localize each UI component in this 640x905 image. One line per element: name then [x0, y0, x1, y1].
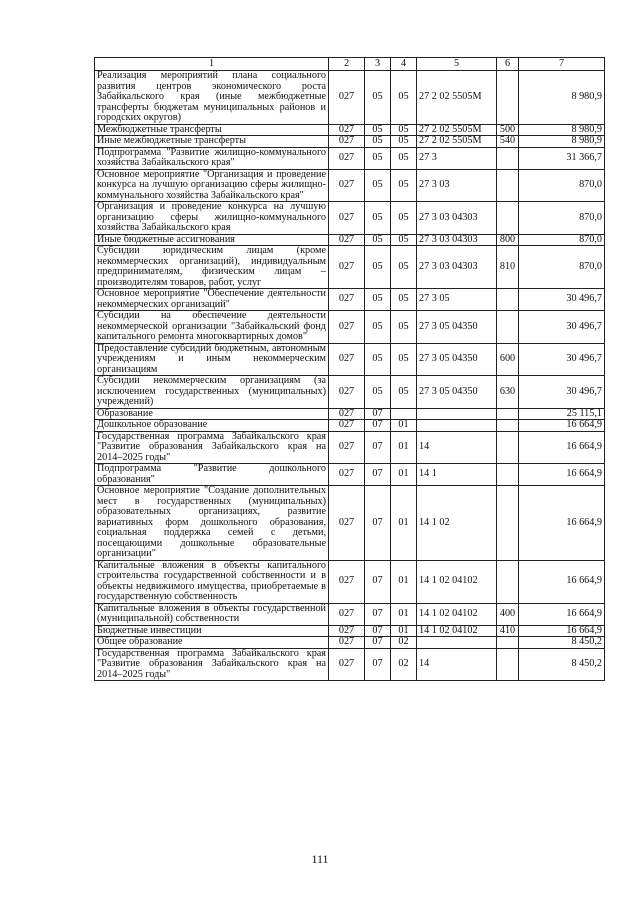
row-name: Дошкольное образование [95, 420, 329, 432]
row-name: Субсидии некоммерческим организациям (за исключением государственных (муниципальных) учреждений) [95, 376, 329, 409]
row-name: Основное мероприятие "Создание дополнительных мест в государственных (муниципальных) образовательных организациях, развитие вариативных форм дошкольного образования, социальная поддержка семей с детьми, посещающими дошкольные образовательные организации" [95, 486, 329, 561]
row-expense-type [497, 147, 519, 169]
row-name: Организация и проведение конкурса на лучшую организацию сферы жилищно-коммунального хозяйства Забайкальского края [95, 202, 329, 235]
row-subsection: 01 [391, 420, 417, 432]
row-subsection: 05 [391, 311, 417, 344]
row-section: 07 [365, 431, 391, 464]
row-section: 05 [365, 234, 391, 246]
row-name: Межбюджетные трансферты [95, 124, 329, 136]
row-section: 07 [365, 625, 391, 637]
row-section: 07 [365, 464, 391, 486]
row-ministry-code: 027 [329, 464, 365, 486]
row-target-article: 27 3 [417, 147, 497, 169]
row-amount: 8 980,9 [519, 136, 605, 148]
table-row [95, 486, 605, 561]
row-expense-type: 630 [497, 376, 519, 409]
row-subsection: 01 [391, 625, 417, 637]
row-name: Общее образование [95, 637, 329, 649]
table-row [95, 637, 605, 649]
row-amount: 25 115,1 [519, 408, 605, 420]
row-amount: 8 980,9 [519, 124, 605, 136]
row-amount: 16 664,9 [519, 603, 605, 625]
row-target-article: 27 3 03 04303 [417, 234, 497, 246]
row-name: Образование [95, 408, 329, 420]
row-ministry-code: 027 [329, 289, 365, 311]
table-row [95, 71, 605, 125]
table-row [95, 376, 605, 409]
row-section: 05 [365, 289, 391, 311]
table-row [95, 408, 605, 420]
row-expense-type: 540 [497, 136, 519, 148]
row-name: Подпрограмма "Развитие жилищно-коммунального хозяйства Забайкальского края" [95, 147, 329, 169]
row-amount: 8 980,9 [519, 71, 605, 125]
row-target-article: 14 [417, 431, 497, 464]
row-name: Государственная программа Забайкальского края "Развитие образования Забайкальского края на 2014–2025 годы" [95, 431, 329, 464]
row-target-article: 27 2 02 5505M [417, 71, 497, 125]
table-row [95, 420, 605, 432]
row-expense-type [497, 202, 519, 235]
budget-table [94, 57, 605, 681]
row-expense-type: 600 [497, 343, 519, 376]
header-cell: 6 [497, 58, 519, 71]
row-amount: 31 366,7 [519, 147, 605, 169]
row-section: 07 [365, 560, 391, 603]
row-subsection: 01 [391, 486, 417, 561]
header-cell: 5 [417, 58, 497, 71]
row-amount: 8 450,2 [519, 637, 605, 649]
row-ministry-code: 027 [329, 311, 365, 344]
row-target-article: 14 1 02 [417, 486, 497, 561]
header-cell: 3 [365, 58, 391, 71]
header-row [95, 58, 605, 71]
row-ministry-code: 027 [329, 420, 365, 432]
row-amount: 870,0 [519, 169, 605, 202]
row-target-article: 14 1 02 04102 [417, 560, 497, 603]
row-expense-type: 400 [497, 603, 519, 625]
table-row [95, 311, 605, 344]
row-amount: 8 450,2 [519, 648, 605, 681]
row-subsection [391, 408, 417, 420]
row-section: 07 [365, 408, 391, 420]
row-ministry-code: 027 [329, 376, 365, 409]
row-section: 07 [365, 603, 391, 625]
row-amount: 16 664,9 [519, 625, 605, 637]
row-subsection: 01 [391, 603, 417, 625]
row-amount: 30 496,7 [519, 311, 605, 344]
row-section: 05 [365, 343, 391, 376]
row-section: 05 [365, 71, 391, 125]
row-target-article: 14 [417, 648, 497, 681]
row-target-article: 27 3 03 [417, 169, 497, 202]
table-row [95, 246, 605, 289]
row-amount: 16 664,9 [519, 464, 605, 486]
row-ministry-code: 027 [329, 431, 365, 464]
row-expense-type [497, 420, 519, 432]
row-target-article: 14 1 02 04102 [417, 625, 497, 637]
row-name: Капитальные вложения в объекты капитального строительства государственной собственности и в объекты недвижимого имущества, приобретаемые в государственную собственность [95, 560, 329, 603]
row-expense-type [497, 71, 519, 125]
row-subsection: 01 [391, 560, 417, 603]
row-ministry-code: 027 [329, 625, 365, 637]
table-row [95, 625, 605, 637]
row-ministry-code: 027 [329, 637, 365, 649]
row-amount: 870,0 [519, 234, 605, 246]
row-expense-type: 500 [497, 124, 519, 136]
row-section: 07 [365, 486, 391, 561]
row-expense-type: 810 [497, 246, 519, 289]
table-row [95, 147, 605, 169]
row-ministry-code: 027 [329, 71, 365, 125]
row-ministry-code: 027 [329, 234, 365, 246]
table-row [95, 289, 605, 311]
row-ministry-code: 027 [329, 246, 365, 289]
row-amount: 870,0 [519, 202, 605, 235]
row-subsection: 05 [391, 246, 417, 289]
table-row [95, 234, 605, 246]
row-amount: 16 664,9 [519, 486, 605, 561]
header-cell: 2 [329, 58, 365, 71]
row-subsection: 05 [391, 147, 417, 169]
row-ministry-code: 027 [329, 648, 365, 681]
row-expense-type [497, 311, 519, 344]
row-expense-type [497, 637, 519, 649]
row-target-article [417, 420, 497, 432]
row-amount: 16 664,9 [519, 431, 605, 464]
table-row [95, 124, 605, 136]
row-name: Бюджетные инвестиции [95, 625, 329, 637]
row-section: 07 [365, 648, 391, 681]
row-subsection: 05 [391, 343, 417, 376]
row-target-article: 27 3 05 04350 [417, 376, 497, 409]
row-name: Подпрограмма "Развитие дошкольного образования" [95, 464, 329, 486]
table-row [95, 464, 605, 486]
row-amount: 30 496,7 [519, 376, 605, 409]
row-ministry-code: 027 [329, 147, 365, 169]
row-subsection: 05 [391, 289, 417, 311]
row-name: Иные бюджетные ассигнования [95, 234, 329, 246]
row-subsection: 05 [391, 376, 417, 409]
row-section: 05 [365, 169, 391, 202]
row-subsection: 01 [391, 464, 417, 486]
header-cell: 1 [95, 58, 329, 71]
table-row [95, 603, 605, 625]
row-target-article [417, 637, 497, 649]
row-expense-type: 410 [497, 625, 519, 637]
row-subsection: 05 [391, 169, 417, 202]
row-name: Капитальные вложения в объекты государственной (муниципальной) собственности [95, 603, 329, 625]
row-target-article: 27 3 05 04350 [417, 343, 497, 376]
row-ministry-code: 027 [329, 124, 365, 136]
row-name: Предоставление субсидий бюджетным, автономным учреждениям и иным некоммерческим организациям [95, 343, 329, 376]
table-row [95, 202, 605, 235]
row-target-article: 14 1 [417, 464, 497, 486]
row-ministry-code: 027 [329, 343, 365, 376]
row-subsection: 05 [391, 202, 417, 235]
row-subsection: 05 [391, 136, 417, 148]
row-ministry-code: 027 [329, 408, 365, 420]
row-subsection: 02 [391, 648, 417, 681]
row-expense-type [497, 486, 519, 561]
row-target-article: 14 1 02 04102 [417, 603, 497, 625]
row-amount: 16 664,9 [519, 420, 605, 432]
row-name: Реализация мероприятий плана социального развития центров экономического роста Забайкальского края (иные межбюджетные трансферты бюджетам муниципальных районов и городских округов) [95, 71, 329, 125]
row-section: 05 [365, 311, 391, 344]
row-amount: 30 496,7 [519, 289, 605, 311]
table-row [95, 431, 605, 464]
table-row [95, 136, 605, 148]
row-target-article: 27 3 03 04303 [417, 246, 497, 289]
row-expense-type [497, 408, 519, 420]
table-body [95, 71, 605, 681]
row-target-article: 27 2 02 5505M [417, 136, 497, 148]
row-ministry-code: 027 [329, 136, 365, 148]
row-target-article [417, 408, 497, 420]
row-ministry-code: 027 [329, 486, 365, 561]
row-section: 07 [365, 637, 391, 649]
row-name: Государственная программа Забайкальского края "Развитие образования Забайкальского края на 2014–2025 годы" [95, 648, 329, 681]
page-number: 111 [311, 852, 329, 866]
row-section: 07 [365, 420, 391, 432]
row-expense-type [497, 464, 519, 486]
row-expense-type [497, 289, 519, 311]
row-ministry-code: 027 [329, 603, 365, 625]
row-name: Основное мероприятие "Организация и проведение конкурса на лучшую организацию сферы жилищно-коммунального хозяйства Забайкальского края" [95, 169, 329, 202]
header-cell: 4 [391, 58, 417, 71]
row-expense-type [497, 648, 519, 681]
row-section: 05 [365, 147, 391, 169]
row-expense-type: 800 [497, 234, 519, 246]
row-target-article: 27 2 02 5505M [417, 124, 497, 136]
row-ministry-code: 027 [329, 560, 365, 603]
row-name: Субсидии на обеспечение деятельности некоммерческой организации "Забайкальский фонд капитального ремонта многоквартирных домов" [95, 311, 329, 344]
table-row [95, 169, 605, 202]
row-expense-type [497, 560, 519, 603]
row-name: Субсидии юридическим лицам (кроме некоммерческих организаций), индивидуальным предпринимателям, физическим лицам – производителям товаров, работ, услуг [95, 246, 329, 289]
row-section: 05 [365, 124, 391, 136]
row-amount: 30 496,7 [519, 343, 605, 376]
row-ministry-code: 027 [329, 202, 365, 235]
row-subsection: 05 [391, 234, 417, 246]
row-name: Основное мероприятие "Обеспечение деятельности некоммерческих организаций" [95, 289, 329, 311]
row-expense-type [497, 169, 519, 202]
row-subsection: 05 [391, 124, 417, 136]
row-section: 05 [365, 246, 391, 289]
table-row [95, 648, 605, 681]
row-section: 05 [365, 376, 391, 409]
table-row [95, 343, 605, 376]
header-cell: 7 [519, 58, 605, 71]
row-section: 05 [365, 136, 391, 148]
row-amount: 870,0 [519, 246, 605, 289]
row-subsection: 05 [391, 71, 417, 125]
row-target-article: 27 3 05 [417, 289, 497, 311]
row-amount: 16 664,9 [519, 560, 605, 603]
row-subsection: 01 [391, 431, 417, 464]
row-ministry-code: 027 [329, 169, 365, 202]
row-expense-type [497, 431, 519, 464]
row-subsection: 02 [391, 637, 417, 649]
row-name: Иные межбюджетные трансферты [95, 136, 329, 148]
row-target-article: 27 3 03 04303 [417, 202, 497, 235]
row-target-article: 27 3 05 04350 [417, 311, 497, 344]
table-row [95, 560, 605, 603]
row-section: 05 [365, 202, 391, 235]
